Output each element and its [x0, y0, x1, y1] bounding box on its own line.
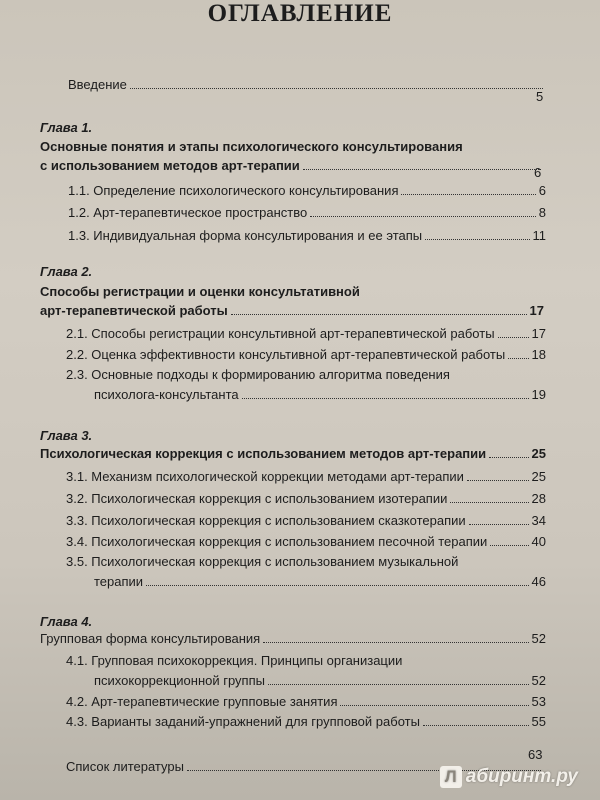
leader-dots: [450, 502, 528, 503]
toc-entry-page: 25: [531, 446, 546, 461]
toc-entry-page: 34: [531, 513, 546, 528]
leader-dots: [263, 642, 528, 643]
toc-entry-page: 17: [531, 326, 546, 341]
chapter-label: Глава 2.: [40, 264, 93, 279]
leader-dots: [146, 585, 528, 586]
leader-dots: [498, 337, 529, 338]
leader-dots: [340, 705, 528, 706]
leader-dots: [423, 725, 529, 726]
leader-dots: [310, 216, 536, 217]
chapter-label: Глава 4.: [40, 614, 93, 629]
toc-entry-page: 46: [531, 574, 546, 589]
toc-entry: [68, 204, 546, 221]
toc-entry-label: 2.2. Оценка эффективности консультивной арт-терапевтической работы: [66, 347, 506, 362]
toc-entry-page: 55: [531, 714, 546, 729]
toc-entry-page: 8: [538, 205, 546, 220]
toc-entry: [66, 512, 546, 529]
chapter-heading-line: [40, 157, 544, 174]
toc-entry-label: 3.2. Психологическая коррекция с использованием изотерапии: [66, 491, 448, 506]
toc-entry-label: 3.3. Психологическая коррекция с использованием сказкотерапии: [66, 513, 466, 528]
toc-entry-page: 40: [531, 534, 546, 549]
toc-entry: [66, 693, 546, 710]
chapter-heading: Способы регистрации и оценки консультативной: [40, 284, 360, 299]
leader-dots: [508, 358, 528, 359]
chapter-heading-line: [40, 445, 546, 462]
toc-entry-label: 3.1. Механизм психологической коррекции методами арт-терапии: [66, 469, 464, 484]
chapter-heading: Основные понятия и этапы психологического консультирования: [40, 139, 463, 154]
leader-dots: [469, 524, 529, 525]
toc-entry-label: 4.2. Арт-терапевтические групповые занятия: [66, 694, 338, 709]
toc-entry: [66, 346, 546, 363]
toc-entry-page: 52: [531, 631, 546, 646]
toc-entry-label: 3.4. Психологическая коррекция с использованием песочной терапии: [66, 534, 488, 549]
leader-dots: [242, 398, 529, 399]
leader-dots: [401, 194, 535, 195]
chapter-heading: Групповая форма консультирования: [40, 631, 261, 646]
chapter-heading: Психологическая коррекция с использованием методов арт-терапии: [40, 446, 487, 461]
toc-entry: [94, 573, 546, 590]
leader-dots: [467, 480, 529, 481]
toc-entry-label: Список литературы: [66, 759, 184, 774]
toc-entry-label: Введение: [68, 77, 127, 92]
toc-entry-intro: [68, 76, 546, 93]
toc-entry-label: 4.1. Групповая психокоррекция. Принципы организации: [66, 653, 403, 668]
toc-entry: [94, 386, 546, 403]
toc-entry-label: 4.3. Варианты заданий-упражнений для групповой работы: [66, 714, 420, 729]
toc-entry: [94, 672, 546, 689]
chapter-heading: арт-терапевтической работы: [40, 303, 228, 318]
toc-entry-label: 1.3. Индивидуальная форма консультирования и ее этапы: [68, 228, 423, 243]
toc-entry-label: терапии: [94, 574, 144, 589]
chapter-heading-line: [40, 302, 544, 319]
labirint-logo-icon: Л: [440, 766, 462, 788]
toc-entry-page: 11: [532, 228, 546, 243]
toc-entry-label: 2.1. Способы регистрации консультивной арт-терапевтической работы: [66, 326, 495, 341]
chapter-label: Глава 3.: [40, 428, 93, 443]
toc-entry: [66, 533, 546, 550]
toc-entry-label: 3.5. Психологическая коррекция с использованием музыкальной: [66, 554, 459, 569]
toc-entry-page: 63: [528, 747, 543, 762]
toc-entry-page: 19: [531, 387, 546, 402]
leader-dots: [490, 545, 528, 546]
toc-entry-label: психолога-консультанта: [94, 387, 239, 402]
leader-dots: [489, 457, 528, 458]
toc-entry-page: 18: [531, 347, 546, 362]
watermark: [440, 766, 578, 788]
toc-entry-page: 25: [531, 469, 546, 484]
toc-entry-page: 5: [536, 89, 544, 104]
toc-entry: [66, 468, 546, 485]
toc-entry: [68, 227, 546, 244]
toc-entry: [66, 490, 546, 507]
leader-dots: [303, 169, 541, 170]
leader-dots: [425, 239, 529, 240]
toc-entry-page: 28: [531, 491, 546, 506]
toc-entry-page: 17: [529, 303, 544, 318]
toc-entry: [68, 182, 546, 199]
toc-entry-page: 53: [531, 694, 546, 709]
chapter-label: Глава 1.: [40, 120, 93, 135]
chapter-heading: с использованием методов арт-терапии: [40, 158, 300, 173]
leader-dots: [231, 314, 527, 315]
toc-entry: [66, 713, 546, 730]
toc-entry-label: 1.2. Арт-терапевтическое пространство: [68, 205, 308, 220]
toc-entry-page: 6: [538, 183, 546, 198]
leader-dots: [130, 88, 543, 89]
watermark-text: абиринт.ру: [465, 766, 578, 787]
toc-entry-page: 52: [531, 673, 546, 688]
toc-entry-label: психокоррекционной группы: [94, 673, 265, 688]
toc-entry-label: 1.1. Определение психологического консультирования: [68, 183, 399, 198]
page-title: ОГЛАВЛЕНИЕ: [207, 0, 393, 27]
leader-dots: [268, 684, 529, 685]
chapter-heading-line: [40, 630, 546, 647]
toc-entry: [66, 325, 546, 342]
toc-entry-page: 6: [534, 165, 542, 180]
toc-entry-label: 2.3. Основные подходы к формированию алгоритма поведения: [66, 367, 450, 382]
